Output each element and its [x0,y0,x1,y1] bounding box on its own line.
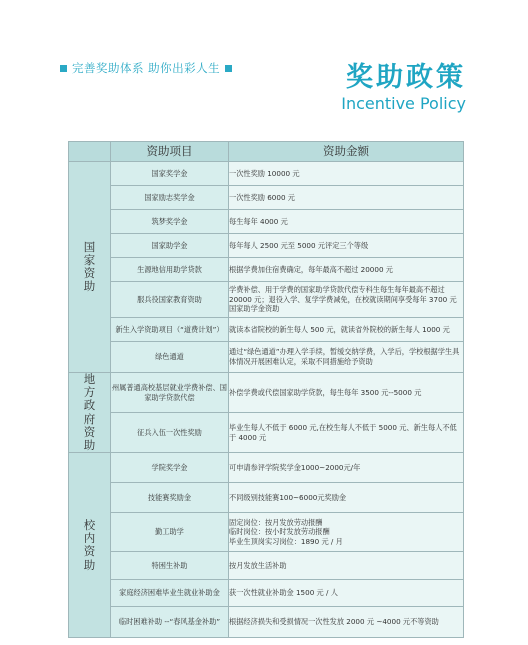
tagline-right-square-icon [225,65,232,72]
item-cell: 筑梦奖学金 [111,210,229,234]
amount-cell: 获一次性就业补助金 1500 元 / 人 [229,580,464,607]
item-cell: 征兵入伍一次性奖励 [111,413,229,453]
item-cell: 技能赛奖励金 [111,483,229,513]
amount-cell: 毕业生每人不低于 6000 元,在校生每人不低于 5000 元、新生每人不低于 4000 元 [229,413,464,453]
table-row [69,607,464,638]
table-row [69,483,464,513]
item-cell: 勤工助学 [111,513,229,552]
tagline [60,60,232,76]
amount-cell: 可申请参评学院奖学金1000~2000元/年 [229,453,464,483]
item-cell: 特困生补助 [111,552,229,580]
item-cell: 临时困难补助 --“春风基金补助” [111,607,229,638]
tagline-text: 完善奖助体系 助你出彩人生 [72,61,221,75]
category-cell [69,162,111,373]
amount-cell: 不同级别技能赛100~6000元奖励金 [229,483,464,513]
amount-cell: 学费补偿、用于学费的国家助学贷款代偿专科生每生每年最高不超过 20000 元；退役入学、复学学费减免，在校就读期间享受每年 3700 元国家助学金资助 [229,282,464,318]
item-cell: 生源地信用助学贷款 [111,258,229,282]
table-row [69,453,464,483]
amount-cell: 根据学费加住宿费确定，每年最高不超过 20000 元 [229,258,464,282]
policy-table [68,141,464,638]
item-cell: 国家助学金 [111,234,229,258]
header-amount: 资助金额 [229,142,464,162]
item-cell: 绿色通道 [111,342,229,373]
table-row [69,580,464,607]
table-row [69,282,464,318]
item-cell: 新生入学资助项目（“道费计划”） [111,318,229,342]
table-row [69,258,464,282]
header-item: 资助项目 [111,142,229,162]
amount-cell: 每生每年 4000 元 [229,210,464,234]
table-row [69,413,464,453]
table-row [69,210,464,234]
item-cell: 州属普通高校基层就业学费补偿、国家助学贷款代偿 [111,373,229,413]
page-subtitle-english: Incentive Policy [341,94,466,113]
amount-cell: 就读本省院校的新生每人 500 元，就读省外院校的新生每人 1000 元 [229,318,464,342]
amount-cell: 每年每人 2500 元至 5000 元评定三个等级 [229,234,464,258]
table-row [69,373,464,413]
header-blank-cell [69,142,111,162]
category-cell [69,453,111,638]
amount-cell: 一次性奖励 6000 元 [229,186,464,210]
table-header-row [69,142,464,162]
amount-cell: 固定岗位：按月发放劳动报酬 临时岗位：按小时发放劳动报酬 毕业生顶岗实习岗位：1890 元 / 月 [229,513,464,552]
table-row [69,186,464,210]
tagline-left-square-icon [60,65,67,72]
table-row [69,342,464,373]
item-cell: 国家励志奖学金 [111,186,229,210]
table-row [69,513,464,552]
table-row [69,162,464,186]
table-row [69,318,464,342]
category-label: 国家资助 [83,239,96,294]
table-row [69,552,464,580]
amount-cell: 补偿学费或代偿国家助学贷款，每生每年 3500 元--5000 元 [229,373,464,413]
table-row [69,234,464,258]
amount-cell: 按月发放生活补助 [229,552,464,580]
item-cell: 服兵役国家教育资助 [111,282,229,318]
category-label: 校内资助 [83,517,96,572]
item-cell: 家庭经济困难毕业生就业补助金 [111,580,229,607]
page-title: 奖助政策 [346,62,466,93]
table-body [69,162,464,638]
amount-cell: 通过“绿色通道”办理入学手续，暂缓交纳学费，入学后，学校根据学生具体情况开展困难认定，采取不同措施给予资助 [229,342,464,373]
amount-cell: 一次性奖励 10000 元 [229,162,464,186]
item-cell: 学院奖学金 [111,453,229,483]
item-cell: 国家奖学金 [111,162,229,186]
amount-cell: 根据经济损失和受损情况一次性发放 2000 元 ~4000 元不等资助 [229,607,464,638]
category-label: 地方政府资助 [83,372,96,453]
category-cell [69,373,111,453]
